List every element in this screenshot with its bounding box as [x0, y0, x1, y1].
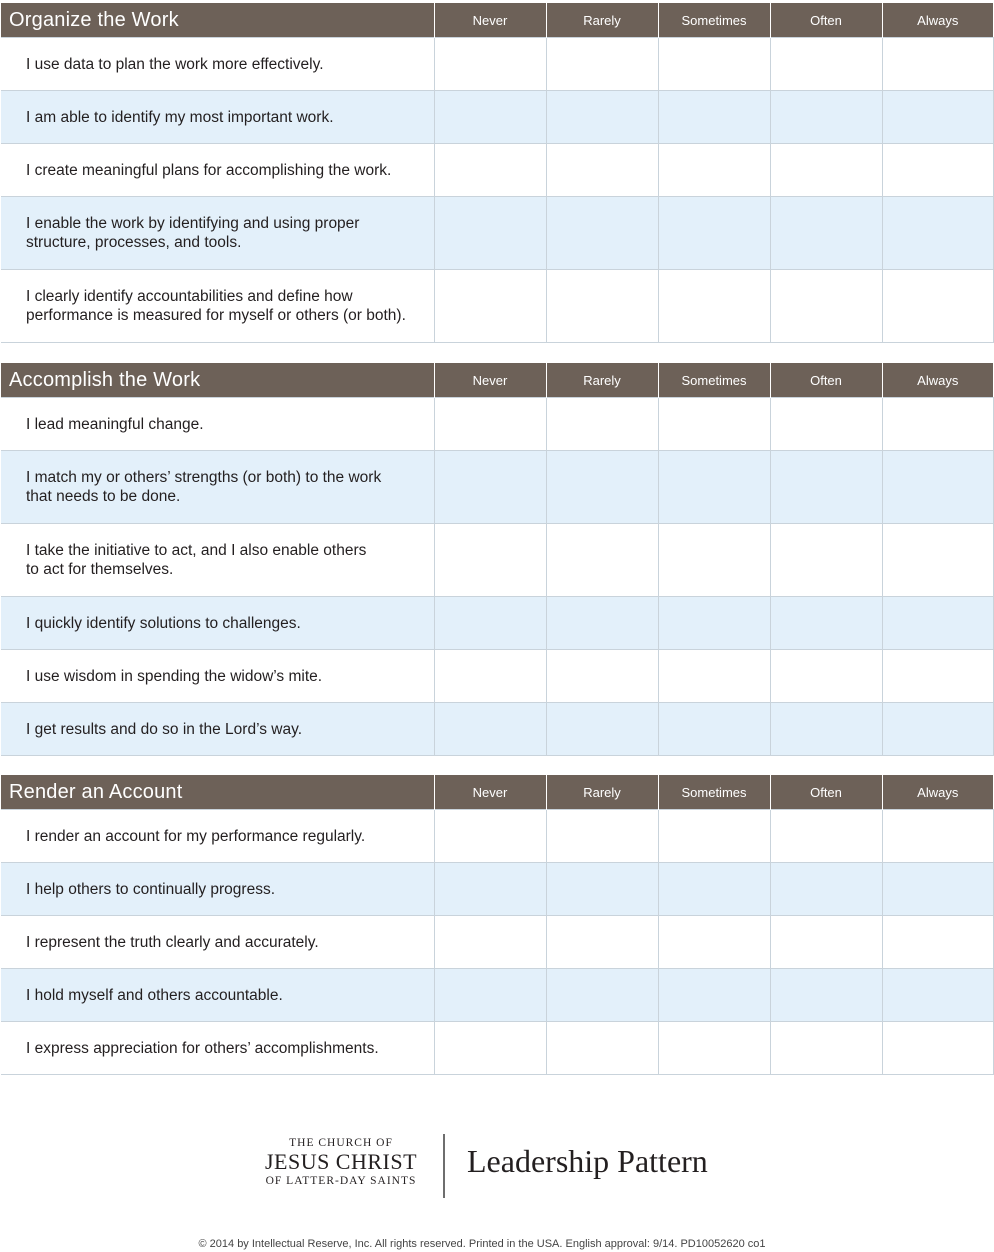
table-row	[1, 1022, 993, 1075]
statement	[1, 916, 434, 969]
rating-cell-never[interactable]	[434, 863, 546, 916]
statement	[1, 451, 434, 524]
statement	[1, 597, 434, 650]
statement-line: I use data to plan the work more effectively.	[26, 55, 324, 73]
logo-bottom-text: OF LATTER-DAY SAINTS	[265, 1175, 417, 1187]
rating-cell-often[interactable]	[770, 597, 882, 650]
rating-header-sometimes: Sometimes	[658, 775, 770, 810]
rating-header-always: Always	[882, 775, 993, 810]
logo-top-text: THE CHURCH OF	[289, 1137, 393, 1149]
statement	[1, 270, 434, 343]
footer-divider	[443, 1134, 445, 1198]
rating-cell-often[interactable]	[770, 703, 882, 756]
table-row	[1, 863, 993, 916]
section-1	[1, 3, 993, 343]
statement	[1, 524, 434, 597]
rating-header-rarely: Rarely	[546, 363, 658, 398]
rating-cell-sometimes[interactable]	[658, 650, 770, 703]
rating-cell-always[interactable]	[882, 810, 993, 863]
rating-cell-often[interactable]	[770, 863, 882, 916]
rating-cell-never[interactable]	[434, 916, 546, 969]
rating-cell-sometimes[interactable]	[658, 969, 770, 1022]
statement-line: I clearly identify accountabilities and define how	[26, 288, 353, 305]
rating-header-always: Always	[882, 363, 993, 398]
rating-cell-rarely[interactable]	[546, 144, 658, 197]
rating-cell-rarely[interactable]	[546, 398, 658, 451]
statement	[1, 1022, 434, 1075]
rating-cell-often[interactable]	[770, 810, 882, 863]
section-2	[1, 363, 993, 756]
rating-cell-always[interactable]	[882, 144, 993, 197]
table-row	[1, 650, 993, 703]
statement-line: I lead meaningful change.	[26, 415, 204, 433]
rating-cell-never[interactable]	[434, 597, 546, 650]
rating-cell-rarely[interactable]	[546, 863, 658, 916]
rating-cell-sometimes[interactable]	[658, 38, 770, 91]
rating-cell-rarely[interactable]	[546, 703, 658, 756]
section-3	[1, 775, 993, 1075]
rating-cell-never[interactable]	[434, 969, 546, 1022]
rating-cell-sometimes[interactable]	[658, 451, 770, 524]
rating-cell-always[interactable]	[882, 597, 993, 650]
rating-cell-rarely[interactable]	[546, 270, 658, 343]
rating-cell-rarely[interactable]	[546, 650, 658, 703]
rating-cell-rarely[interactable]	[546, 197, 658, 270]
rating-header-rarely: Rarely	[546, 775, 658, 810]
rating-cell-always[interactable]	[882, 703, 993, 756]
statement-line: I match my or others’ strengths (or both) to the work	[26, 469, 382, 486]
rating-header-often: Often	[770, 3, 882, 38]
statement-line: I enable the work by identifying and using proper	[26, 215, 360, 232]
rating-cell-rarely[interactable]	[546, 524, 658, 597]
statement	[1, 398, 434, 451]
rating-cell-never[interactable]	[434, 451, 546, 524]
statement	[1, 703, 434, 756]
table-row	[1, 91, 993, 144]
table-row	[1, 703, 993, 756]
statement-line: structure, processes, and tools.	[26, 234, 242, 251]
statement-line: I express appreciation for others’ accomplishments.	[26, 1039, 379, 1057]
rating-cell-often[interactable]	[770, 916, 882, 969]
rating-cell-often[interactable]	[770, 650, 882, 703]
rating-cell-sometimes[interactable]	[658, 916, 770, 969]
rating-cell-sometimes[interactable]	[658, 524, 770, 597]
rating-cell-always[interactable]	[882, 650, 993, 703]
statement-line: I render an account for my performance regularly.	[26, 827, 366, 845]
rating-header-rarely: Rarely	[546, 3, 658, 38]
rating-cell-never[interactable]	[434, 703, 546, 756]
rating-cell-always[interactable]	[882, 863, 993, 916]
table-row	[1, 398, 993, 451]
rating-cell-sometimes[interactable]	[658, 144, 770, 197]
statement-line: performance is measured for myself or others (or both).	[26, 307, 406, 324]
rating-header-sometimes: Sometimes	[658, 3, 770, 38]
rating-cell-never[interactable]	[434, 144, 546, 197]
rating-cell-often[interactable]	[770, 197, 882, 270]
rating-cell-sometimes[interactable]	[658, 810, 770, 863]
rating-header-sometimes: Sometimes	[658, 363, 770, 398]
statement-line: I hold myself and others accountable.	[26, 986, 283, 1004]
logo-middle-text: JESUS CHRIST	[264, 1149, 418, 1174]
section-title: Organize the Work	[1, 3, 434, 38]
rating-cell-never[interactable]	[434, 91, 546, 144]
rating-header-never: Never	[434, 775, 546, 810]
statement-line: I use wisdom in spending the widow’s mite.	[26, 667, 323, 685]
rating-cell-always[interactable]	[882, 398, 993, 451]
church-logo	[258, 1136, 424, 1188]
statement-line: I take the initiative to act, and I also enable others	[26, 542, 367, 559]
statement-line: that needs to be done.	[26, 488, 181, 505]
rating-cell-rarely[interactable]	[546, 969, 658, 1022]
rating-cell-often[interactable]	[770, 270, 882, 343]
rating-cell-rarely[interactable]	[546, 91, 658, 144]
statement-line: I represent the truth clearly and accurately.	[26, 933, 319, 951]
rating-cell-rarely[interactable]	[546, 38, 658, 91]
rating-header-often: Often	[770, 363, 882, 398]
statement-line: I quickly identify solutions to challenges.	[26, 614, 301, 632]
rating-cell-never[interactable]	[434, 1022, 546, 1075]
rating-table	[1, 775, 994, 1075]
statement-line: I create meaningful plans for accomplishing the work.	[26, 161, 392, 179]
statement	[1, 650, 434, 703]
statement	[1, 197, 434, 270]
rating-table	[1, 3, 994, 343]
rating-cell-sometimes[interactable]	[658, 597, 770, 650]
rating-cell-always[interactable]	[882, 451, 993, 524]
table-row	[1, 451, 993, 524]
rating-cell-rarely[interactable]	[546, 810, 658, 863]
statement	[1, 144, 434, 197]
rating-cell-sometimes[interactable]	[658, 1022, 770, 1075]
rating-cell-always[interactable]	[882, 969, 993, 1022]
section-title: Render an Account	[1, 775, 434, 810]
rating-header-never: Never	[434, 3, 546, 38]
rating-cell-often[interactable]	[770, 91, 882, 144]
rating-cell-sometimes[interactable]	[658, 863, 770, 916]
section-header-row	[1, 363, 993, 398]
statement	[1, 38, 434, 91]
rating-cell-never[interactable]	[434, 650, 546, 703]
rating-cell-often[interactable]	[770, 1022, 882, 1075]
rating-cell-always[interactable]	[882, 524, 993, 597]
table-row	[1, 197, 993, 270]
table-row	[1, 524, 993, 597]
section-header-row	[1, 775, 993, 810]
rating-cell-sometimes[interactable]	[658, 703, 770, 756]
rating-cell-always[interactable]	[882, 197, 993, 270]
rating-header-often: Often	[770, 775, 882, 810]
rating-cell-never[interactable]	[434, 524, 546, 597]
table-row	[1, 144, 993, 197]
rating-cell-always[interactable]	[882, 1022, 993, 1075]
rating-cell-never[interactable]	[434, 398, 546, 451]
rating-cell-sometimes[interactable]	[658, 398, 770, 451]
rating-cell-never[interactable]	[434, 810, 546, 863]
rating-cell-sometimes[interactable]	[658, 91, 770, 144]
section-header-row	[1, 3, 993, 38]
rating-cell-sometimes[interactable]	[658, 197, 770, 270]
copyright-notice: © 2014 by Intellectual Reserve, Inc. All rights reserved. Printed in the USA. English approval: 9/14. PD10052620 co1	[198, 1238, 766, 1250]
statement	[1, 91, 434, 144]
rating-cell-rarely[interactable]	[546, 597, 658, 650]
rating-cell-never[interactable]	[434, 38, 546, 91]
table-row	[1, 270, 993, 343]
rating-cell-often[interactable]	[770, 969, 882, 1022]
statement-line: I am able to identify my most important work.	[26, 108, 334, 126]
rating-cell-sometimes[interactable]	[658, 270, 770, 343]
section-title: Accomplish the Work	[1, 363, 434, 398]
rating-cell-rarely[interactable]	[546, 1022, 658, 1075]
rating-cell-never[interactable]	[434, 270, 546, 343]
statement	[1, 969, 434, 1022]
statement-line: to act for themselves.	[26, 561, 174, 578]
table-row	[1, 38, 993, 91]
rating-cell-always[interactable]	[882, 91, 993, 144]
footer-title: Leadership Pattern	[467, 1143, 708, 1179]
rating-cell-often[interactable]	[770, 144, 882, 197]
rating-cell-rarely[interactable]	[546, 916, 658, 969]
rating-cell-often[interactable]	[770, 398, 882, 451]
statement-line: I get results and do so in the Lord’s way.	[26, 720, 303, 738]
rating-cell-rarely[interactable]	[546, 451, 658, 524]
rating-cell-always[interactable]	[882, 916, 993, 969]
rating-cell-often[interactable]	[770, 38, 882, 91]
rating-cell-never[interactable]	[434, 197, 546, 270]
statement	[1, 863, 434, 916]
rating-header-always: Always	[882, 3, 993, 38]
rating-cell-always[interactable]	[882, 38, 993, 91]
table-row	[1, 916, 993, 969]
rating-cell-often[interactable]	[770, 451, 882, 524]
rating-header-never: Never	[434, 363, 546, 398]
rating-cell-always[interactable]	[882, 270, 993, 343]
table-row	[1, 597, 993, 650]
table-row	[1, 969, 993, 1022]
table-row	[1, 810, 993, 863]
statement	[1, 810, 434, 863]
statement-line: I help others to continually progress.	[26, 880, 275, 898]
rating-table	[1, 363, 994, 756]
rating-cell-often[interactable]	[770, 524, 882, 597]
